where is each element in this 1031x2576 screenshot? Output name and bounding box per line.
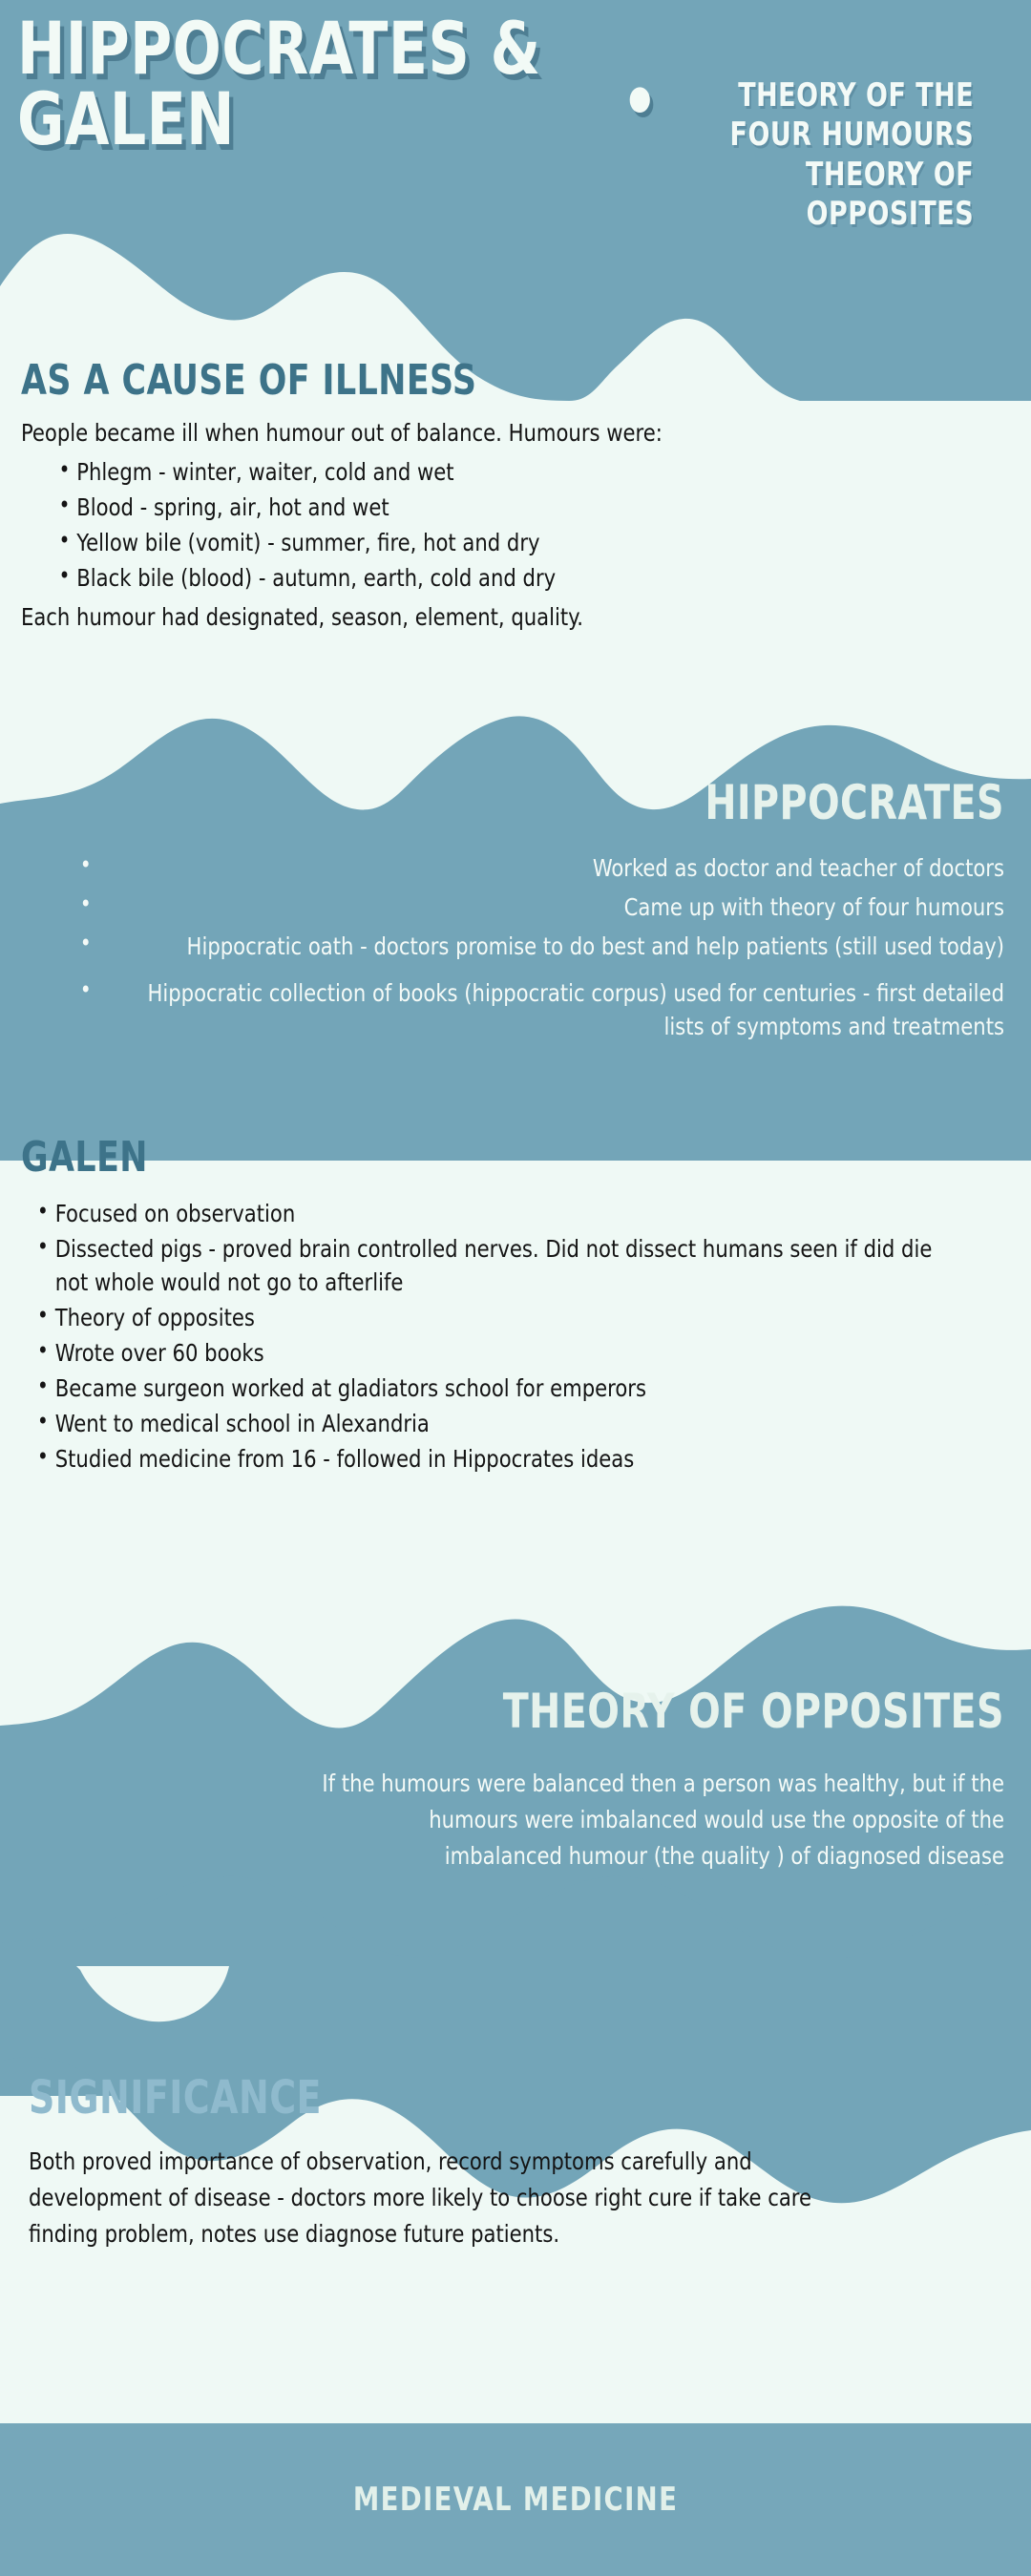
- list-item: [29, 1232, 946, 1299]
- theory-of-opposites-paragraph: If the humours were balanced then a person was healthy, but if the humours were imbalanced would use the opposite of the imbalanced humour (the quality ) of diagnosed disease: [322, 1769, 1005, 1870]
- list-item: [50, 561, 945, 595]
- list-item: [29, 1197, 946, 1230]
- list-item: [80, 890, 1004, 924]
- section-theory-of-opposites: [21, 1684, 1005, 1874]
- theory-of-opposites-heading: THEORY OF OPPOSITES: [502, 1684, 1004, 1739]
- humours-list: [21, 455, 945, 595]
- galen-point-7: Studied medicine from 16 - followed in Hippocrates ideas: [54, 1444, 635, 1473]
- list-item: [29, 1372, 946, 1405]
- footer-bar: [0, 2423, 1031, 2576]
- humour-blood: Blood - spring, air, hot and wet: [76, 492, 389, 521]
- cause-of-illness-heading: AS A CAUSE OF ILLNESS: [21, 356, 477, 405]
- galen-heading: GALEN: [21, 1133, 148, 1182]
- list-item: [50, 491, 945, 524]
- header-subtitle-line2: THEORY OF OPPOSITES: [805, 155, 974, 234]
- page-title-line2: GALEN: [17, 76, 235, 162]
- header-title-block: [17, 6, 1014, 235]
- galen-point-2: Dissected pigs - proved brain controlled nerves. Did not dissect humans seen if did die not whole would not go to afterlife: [54, 1234, 933, 1296]
- galen-point-5: Became surgeon worked at gladiators school for emperors: [54, 1373, 646, 1402]
- humour-yellow-bile: Yellow bile (vomit) - summer, fire, hot and dry: [76, 528, 540, 556]
- list-item: [29, 1336, 946, 1370]
- page-title-line1: HIPPOCRATES &: [17, 6, 541, 91]
- header-subtitle: [678, 76, 974, 235]
- hippocrates-point-1: Worked as doctor and teacher of doctors: [592, 853, 1004, 882]
- title-separator-bullet: •: [621, 59, 660, 144]
- hippocrates-point-4: Hippocratic collection of books (hippocratic corpus) used for centuries - first detailed lists of symptoms and treatments: [147, 978, 1005, 1040]
- section-cause-of-illness: [21, 356, 1004, 634]
- page-title: [17, 6, 541, 162]
- section-hippocrates: [21, 775, 1005, 1049]
- list-item: [50, 526, 945, 559]
- humour-phlegm: Phlegm - winter, waiter, cold and wet: [76, 457, 454, 486]
- hippocrates-list: [80, 851, 1004, 1043]
- section-significance: [29, 2071, 993, 2252]
- galen-point-6: Went to medical school in Alexandria: [54, 1409, 430, 1437]
- list-item: [50, 455, 945, 489]
- significance-paragraph: Both proved importance of observation, record symptoms carefully and development of disease - doctors more likely to choose right cure if take care finding problem, notes use diagnose future patients.: [29, 2147, 811, 2248]
- cause-of-illness-outro: Each humour had designated, season, element, quality.: [21, 602, 584, 631]
- humour-black-bile: Black bile (blood) - autumn, earth, cold and dry: [76, 563, 557, 592]
- header-subtitle-line1: THEORY OF THE FOUR HUMOURS: [729, 76, 974, 155]
- section-galen: [21, 1133, 1004, 1477]
- list-item: [80, 851, 1004, 885]
- hippocrates-point-3: Hippocratic oath - doctors promise to do best and help patients (still used today): [186, 932, 1004, 960]
- galen-list: [21, 1197, 945, 1476]
- galen-point-1: Focused on observation: [54, 1199, 296, 1227]
- list-item: [29, 1407, 946, 1440]
- list-item: [80, 930, 1004, 963]
- cause-of-illness-intro: People became ill when humour out of balance. Humours were:: [21, 418, 663, 447]
- galen-point-3: Theory of opposites: [54, 1303, 255, 1331]
- significance-heading: SIGNIFICANCE: [29, 2071, 322, 2125]
- list-item: [29, 1301, 946, 1334]
- list-item: [80, 976, 1004, 1043]
- list-item: [29, 1442, 946, 1476]
- hippocrates-point-2: Came up with theory of four humours: [623, 892, 1004, 921]
- footer-label: MEDIEVAL MEDICINE: [352, 2481, 679, 2519]
- hippocrates-heading: HIPPOCRATES: [705, 775, 1004, 830]
- galen-point-4: Wrote over 60 books: [54, 1338, 264, 1367]
